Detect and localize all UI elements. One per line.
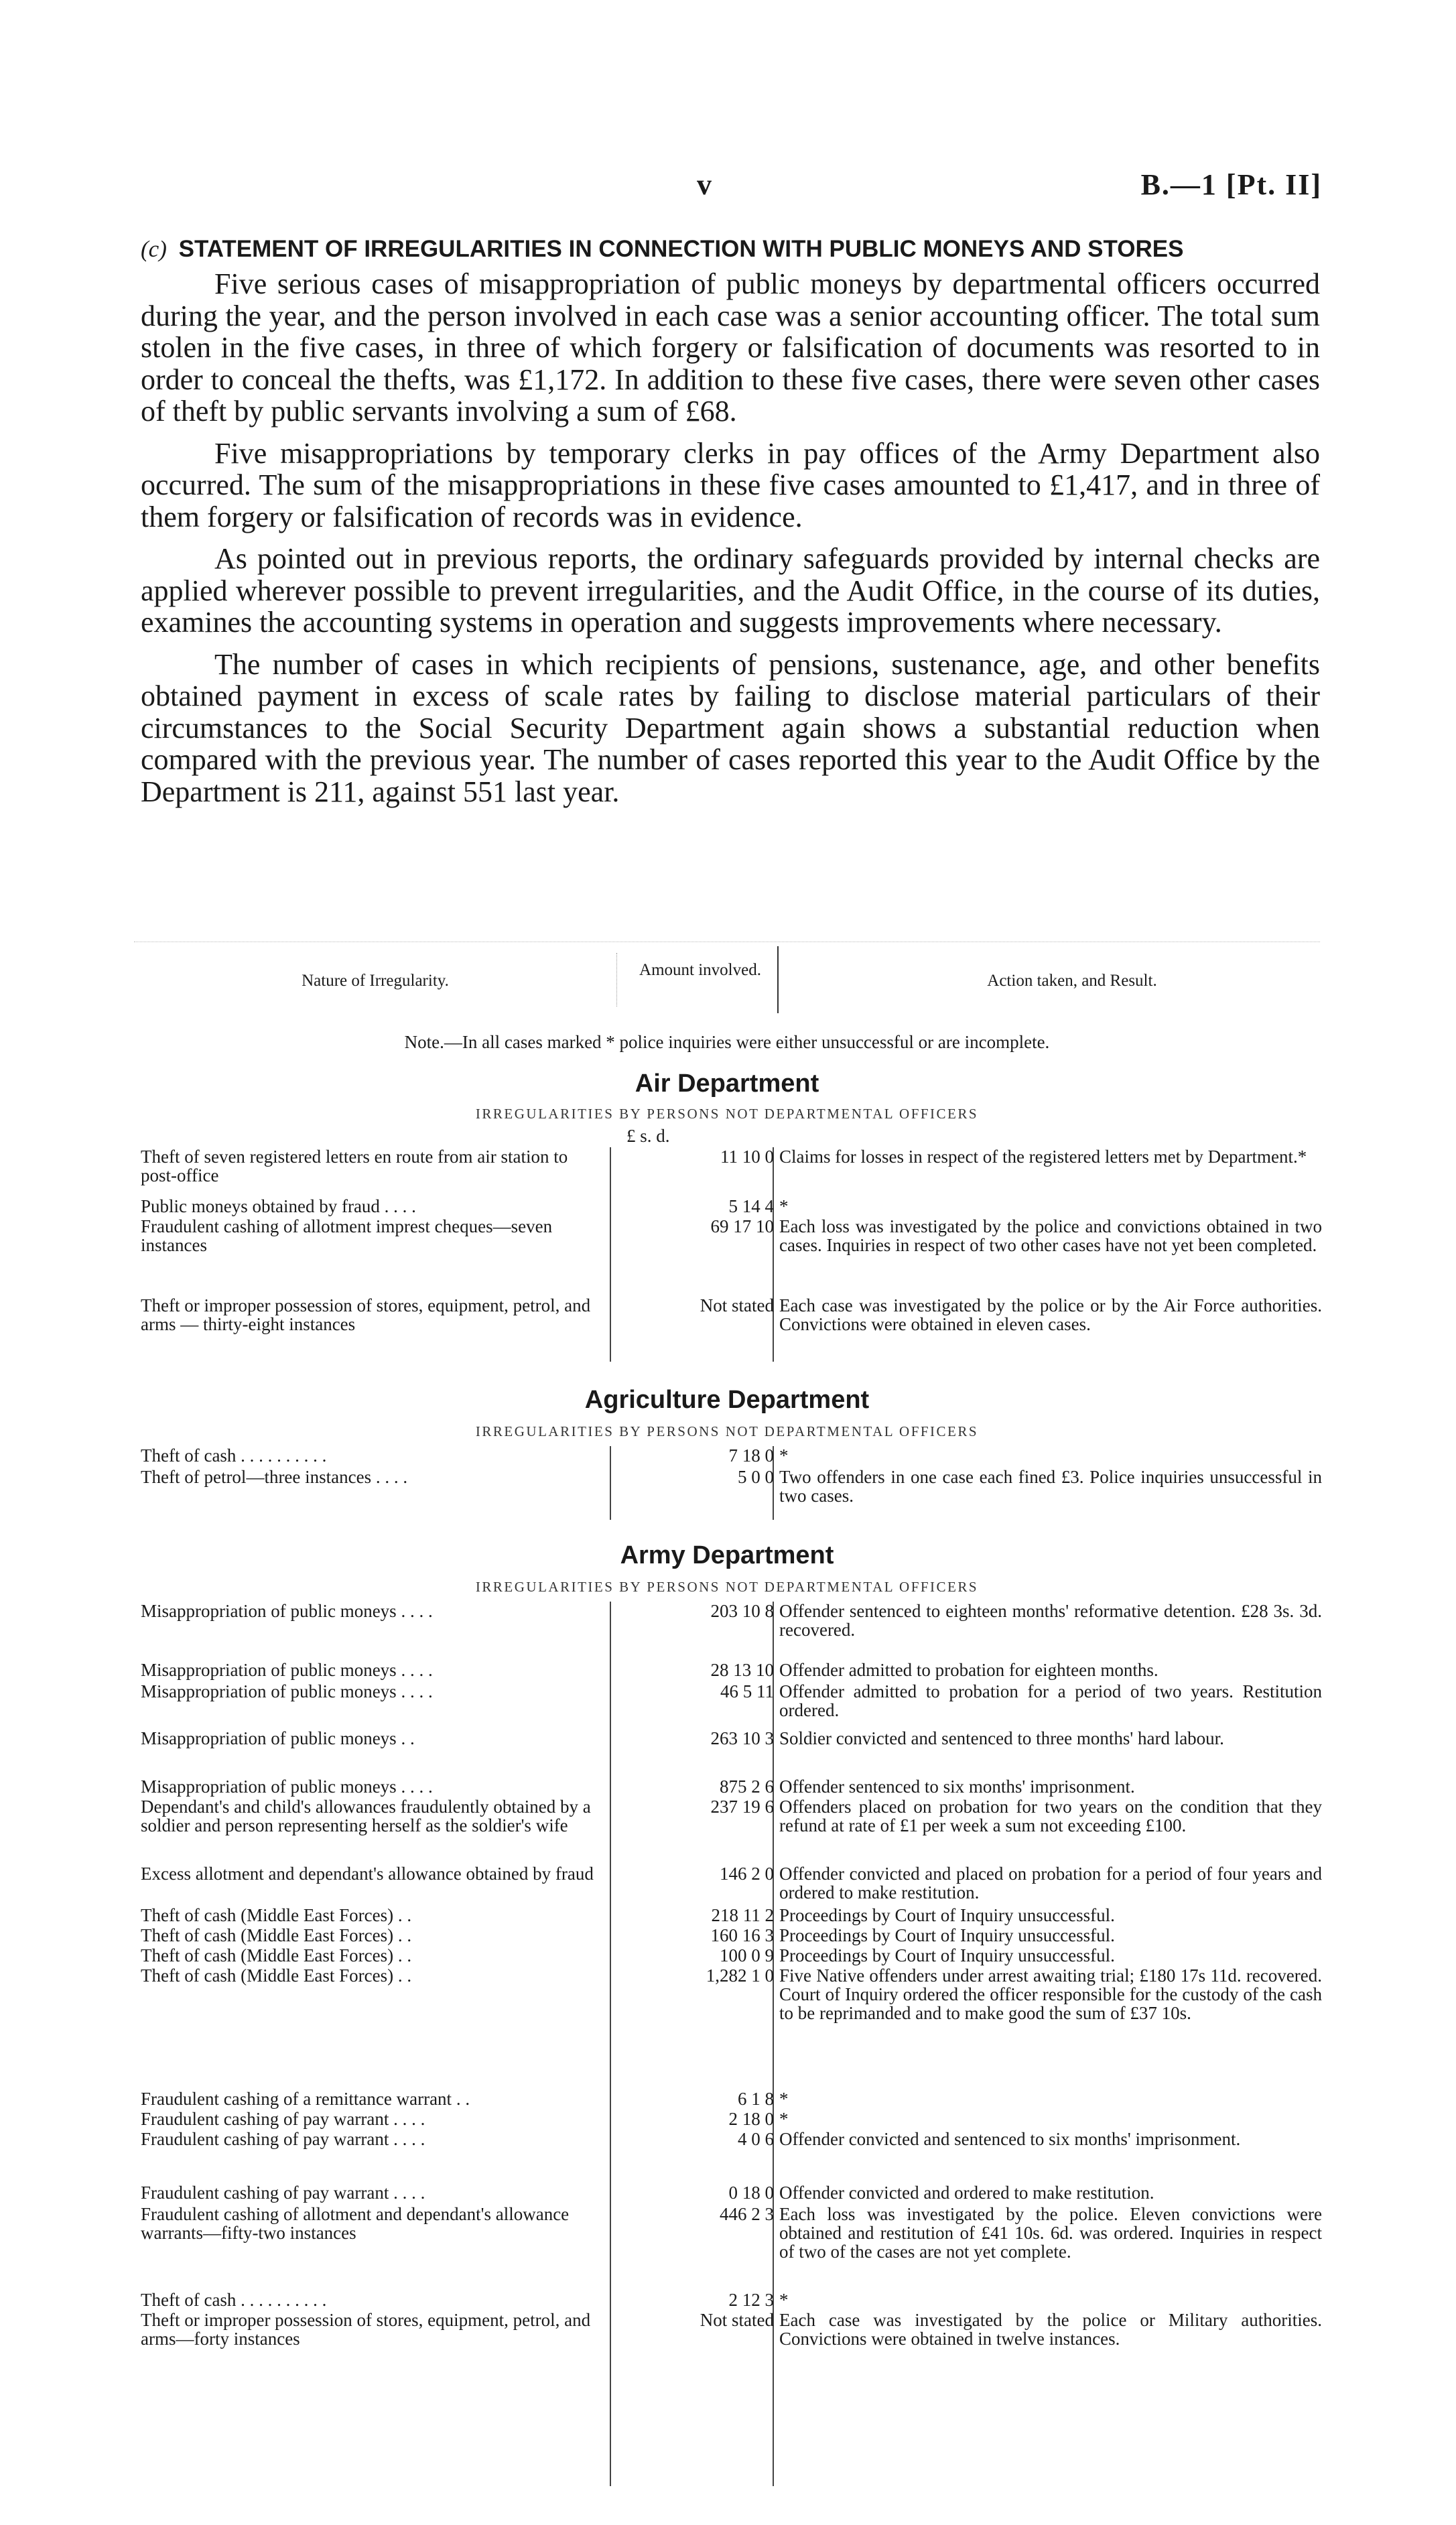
amount-cell: 4 0 6 (738, 2129, 774, 2149)
amount-cell: 203 10 8 (710, 1601, 774, 1621)
currency-units: £ s. d. (626, 1126, 670, 1146)
section-title: STATEMENT OF IRREGULARITIES IN CONNECTION WITH PUBLIC MONEYS AND STORES (178, 236, 1184, 262)
column-divider (610, 1602, 611, 2486)
nature-cell: Misappropriation of public moneys . . (141, 1728, 415, 1748)
action-cell: Offender convicted and placed on probation for a period of four years and ordered to make restitution. (779, 1864, 1322, 1902)
action-cell: Proceedings by Court of Inquiry unsuccessful. (779, 1945, 1115, 1965)
amount-cell: 5 14 4 (728, 1196, 774, 1216)
amount-cell: 146 2 0 (720, 1864, 774, 1884)
action-cell: Offenders placed on probation for two years on the condition that they refund at rate of £1 per week a sum not exceeding £100. (779, 1797, 1322, 1835)
nature-cell: Theft of petrol—three instances . . . . (141, 1467, 408, 1487)
section-label: (c) (141, 236, 167, 262)
action-cell: * (779, 2290, 789, 2310)
paragraph: The number of cases in which recipients of pensions, sustenance, age, and other benefits obtained payment in excess of scale rates by failing to disclose material particulars of their circumstances to the Social Security Department again shows a substantial reduction when compared with the previous year. The number of cases reported this year to the Audit Office by the Department is 211, against 551 last year. (141, 647, 1320, 808)
nature-cell: Misappropriation of public moneys . . . . (141, 1660, 433, 1680)
department-subheading: IRREGULARITIES BY PERSONS NOT DEPARTMENTAL OFFICERS (475, 1579, 979, 1595)
amount-cell: 7 18 0 (728, 1445, 774, 1466)
action-cell: Proceedings by Court of Inquiry unsuccessful. (779, 1905, 1115, 1925)
section-heading (141, 236, 1320, 263)
action-cell: * (779, 2109, 789, 2129)
amount-cell: Not stated (700, 1295, 774, 1315)
action-cell: Offender convicted and sentenced to six months' imprisonment. (779, 2129, 1241, 2149)
nature-cell: Dependant's and child's allowances fraudulently obtained by a soldier and person representing herself as the soldier's wife (141, 1797, 591, 1835)
column-header-nature: Nature of Irregularity. (302, 972, 449, 990)
action-cell: Each loss was investigated by the police and convictions obtained in two cases. Inquiries in respect of two other cases have not yet been completed. (779, 1216, 1322, 1255)
amount-cell: 6 1 8 (738, 2089, 774, 2109)
amount-cell: 263 10 3 (710, 1728, 774, 1748)
nature-cell: Misappropriation of public moneys . . . . (141, 1776, 433, 1797)
nature-cell: Fraudulent cashing of allotment and dependant's allowance warrants—fifty-two instances (141, 2204, 570, 2243)
action-cell: * (779, 1445, 789, 1466)
department-subheading: IRREGULARITIES BY PERSONS NOT DEPARTMENTAL OFFICERS (475, 1106, 979, 1122)
nature-cell: Fraudulent cashing of pay warrant . . . . (141, 2129, 425, 2149)
column-divider (610, 1446, 611, 1520)
amount-cell: 1,282 1 0 (706, 1965, 774, 1986)
amount-cell: 218 11 2 (711, 1905, 774, 1925)
nature-cell: Fraudulent cashing of pay warrant . . . . (141, 2109, 425, 2129)
amount-cell: 446 2 3 (720, 2204, 774, 2224)
paragraph: Five misappropriations by temporary clerks in pay offices of the Army Department also occurred. The sum of the misappropriations in these five cases amounted to £1,417, and in three of them forgery or falsification of records was in evidence. (141, 436, 1320, 533)
table-column-headers (134, 946, 1320, 1013)
amount-cell: 875 2 6 (720, 1776, 774, 1797)
department-heading-agriculture: Agriculture Department (584, 1386, 870, 1414)
document-reference: B.—1 [Pt. II] (1140, 168, 1322, 201)
nature-cell: Excess allotment and dependant's allowance obtained by fraud (141, 1864, 594, 1884)
column-header-amount: Amount involved. (639, 961, 761, 979)
amount-cell: 46 5 11 (720, 1681, 774, 1701)
department-heading-army: Army Department (620, 1541, 834, 1569)
nature-cell: Theft of cash (Middle East Forces) . . (141, 1945, 412, 1965)
amount-cell: 11 10 0 (720, 1147, 774, 1167)
amount-cell: 2 18 0 (728, 2109, 774, 2129)
nature-cell: Theft of cash (Middle East Forces) . . (141, 1905, 412, 1925)
action-cell: * (779, 1196, 789, 1216)
nature-cell: Theft or improper possession of stores, equipment, petrol, and arms—forty instances (141, 2310, 591, 2349)
nature-cell: Misappropriation of public moneys . . . . (141, 1601, 433, 1621)
action-cell: Claims for losses in respect of the registered letters met by Department.* (779, 1147, 1307, 1167)
nature-cell: Fraudulent cashing of pay warrant . . . . (141, 2183, 425, 2203)
amount-cell: 5 0 0 (738, 1467, 774, 1487)
column-divider (773, 1147, 774, 1362)
nature-cell: Theft of seven registered letters en route from air station to post-office (141, 1147, 568, 1185)
agriculture-table (141, 1446, 1320, 1527)
intro-text (141, 268, 1320, 818)
department-subheading: IRREGULARITIES BY PERSONS NOT DEPARTMENTAL OFFICERS (475, 1423, 979, 1439)
action-cell: Offender sentenced to eighteen months' reformative detention. £28 3s. 3d. recovered. (779, 1601, 1322, 1640)
action-cell: Five Native offenders under arrest awaiting trial; £180 17s 11d. recovered. Court of Inquiry ordered the officer responsible for the custody of the cash to be reprimanded and to make good the sum of £37 10s. (779, 1965, 1322, 2023)
nature-cell: Theft of cash . . . . . . . . . . (141, 2290, 327, 2310)
army-table (141, 1602, 1320, 2500)
action-cell: Proceedings by Court of Inquiry unsuccessful. (779, 1925, 1115, 1945)
action-cell: * (779, 2089, 789, 2109)
nature-cell: Fraudulent cashing of allotment imprest cheques—seven instances (141, 1216, 553, 1255)
action-cell: Each loss was investigated by the police. Eleven convictions were obtained and restitution of £41 10s. 6d. was ordered. Inquiries in respect of two of the cases are not yet complete. (779, 2204, 1322, 2262)
nature-cell: Misappropriation of public moneys . . . . (141, 1681, 433, 1701)
amount-cell: 28 13 10 (710, 1660, 774, 1680)
amount-cell: 69 17 10 (710, 1216, 774, 1236)
nature-cell: Theft or improper possession of stores, equipment, petrol, and arms — thirty-eight instances (141, 1295, 591, 1334)
action-cell: Offender admitted to probation for eighteen months. (779, 1660, 1159, 1680)
air-table (141, 1147, 1320, 1368)
action-cell: Soldier convicted and sentenced to three months' hard labour. (779, 1728, 1224, 1748)
nature-cell: Theft of cash (Middle East Forces) . . (141, 1965, 412, 1986)
amount-cell: 237 19 6 (710, 1797, 774, 1817)
action-cell: Each case was investigated by the police or by the Air Force authorities. Convictions were obtained in eleven cases. (779, 1295, 1322, 1334)
page-number: v (697, 168, 712, 201)
amount-cell: 2 12 3 (728, 2290, 774, 2310)
department-heading-air: Air Department (635, 1070, 819, 1098)
action-cell: Offender admitted to probation for a period of two years. Restitution ordered. (779, 1681, 1322, 1720)
nature-cell: Fraudulent cashing of a remittance warrant . . (141, 2089, 470, 2109)
column-header-action: Action taken, and Result. (987, 972, 1157, 990)
paragraph: Five serious cases of misappropriation of public moneys by departmental officers occurred during the year, and the person involved in each case was a senior accounting officer. The total sum stolen in the five cases, in three of which forgery or falsification of documents was resorted to in order to conceal the thefts, was £1,172. In addition to these five cases, there were seven other cases of theft by public servants involving a sum of £68. (141, 267, 1320, 428)
nature-cell: Theft of cash (Middle East Forces) . . (141, 1925, 412, 1945)
table-note: Note.—In all cases marked * police inquiries were either unsuccessful or are incomplete. (404, 1032, 1050, 1052)
nature-cell: Theft of cash . . . . . . . . . . (141, 1445, 327, 1466)
action-cell: Two offenders in one case each fined £3. Police inquiries unsuccessful in two cases. (779, 1467, 1322, 1506)
amount-cell: 160 16 3 (710, 1925, 774, 1945)
amount-cell: 100 0 9 (720, 1945, 774, 1965)
action-cell: Offender sentenced to six months' imprisonment. (779, 1776, 1135, 1797)
column-divider (610, 1147, 611, 1362)
column-divider (616, 953, 617, 1007)
action-cell: Each case was investigated by the police or Military authorities. Convictions were obtained in twelve instances. (779, 2310, 1322, 2349)
column-divider (777, 946, 779, 1013)
amount-cell: 0 18 0 (728, 2183, 774, 2203)
paragraph: As pointed out in previous reports, the ordinary safeguards provided by internal checks are applied wherever possible to prevent irregularities, and the Audit Office, in the course of its duties, examines the accounting systems in operation and suggests improvements where necessary. (141, 542, 1320, 639)
amount-cell: Not stated (700, 2310, 774, 2330)
nature-cell: Public moneys obtained by fraud . . . . (141, 1196, 416, 1216)
action-cell: Offender convicted and ordered to make restitution. (779, 2183, 1154, 2203)
